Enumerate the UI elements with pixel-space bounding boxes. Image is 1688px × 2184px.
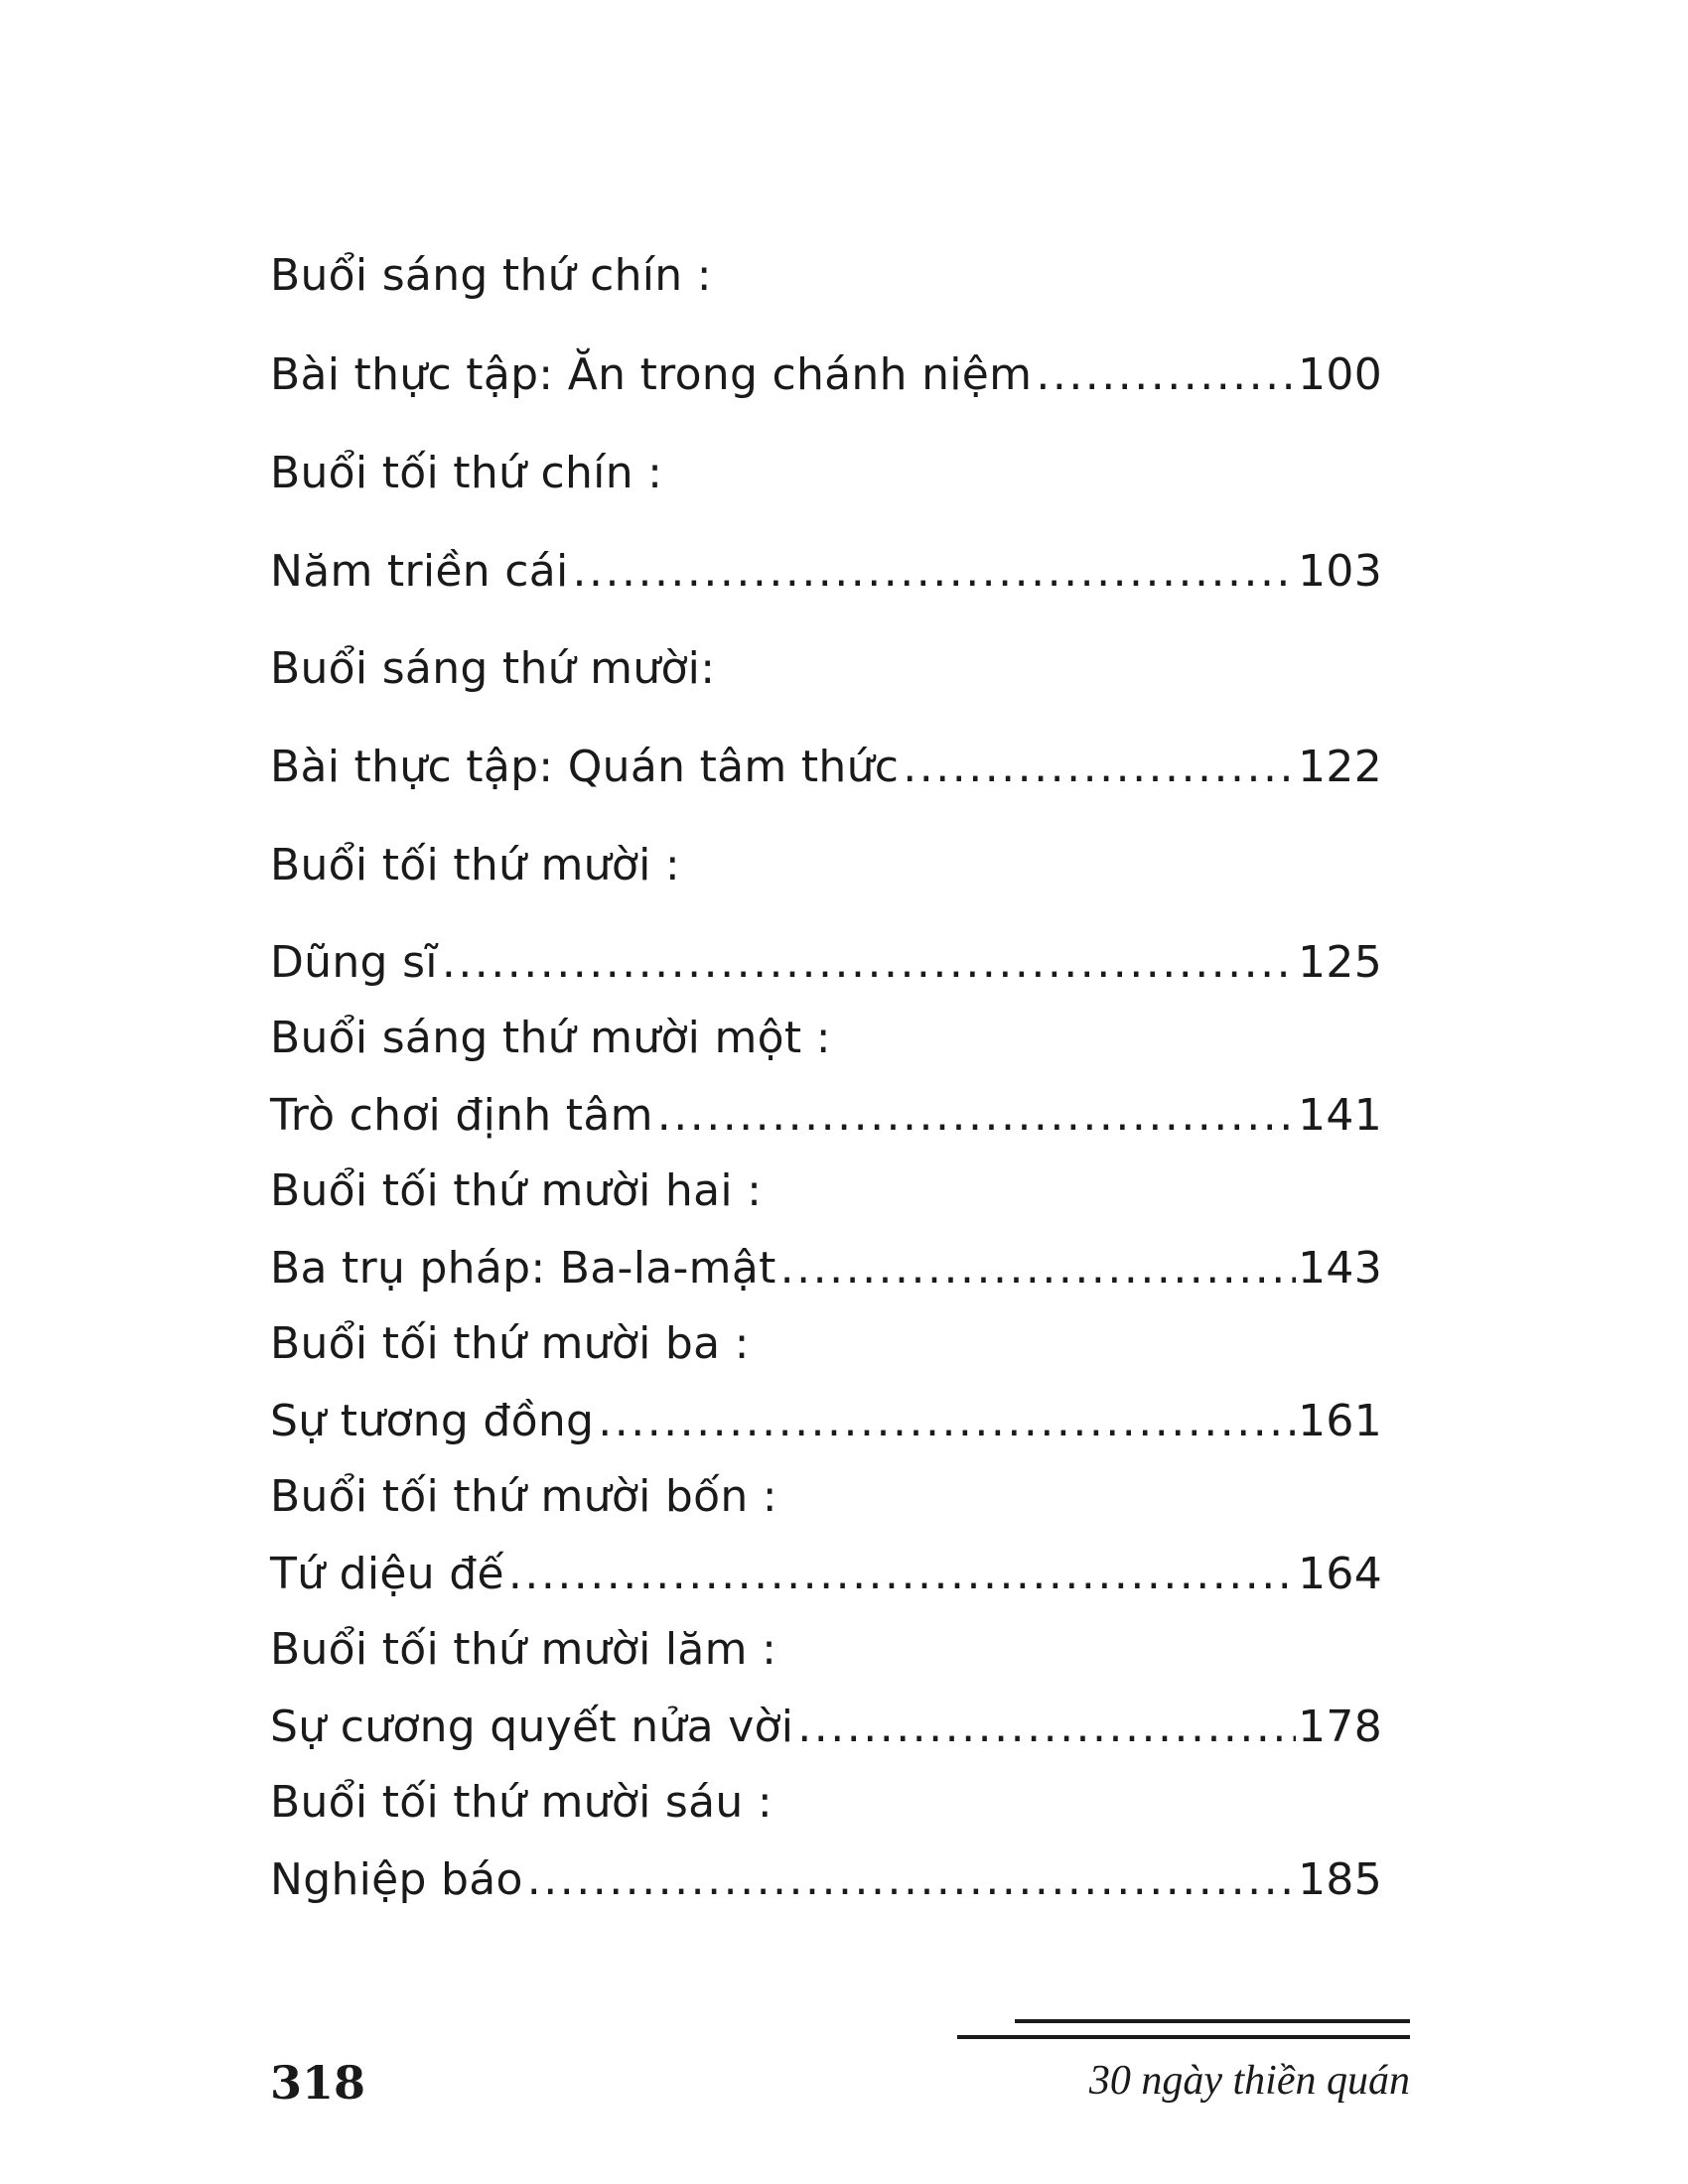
toc-entry[interactable]	[270, 345, 1382, 405]
toc-entry-title: Ba trụ pháp: Ba-la-mật	[270, 1243, 776, 1294]
toc-heading	[270, 1314, 1382, 1374]
toc-entry-page: 100	[1298, 349, 1382, 400]
toc-heading	[270, 1620, 1382, 1680]
toc-heading-text: Buổi sáng thứ mười:	[270, 643, 716, 694]
toc-entry-title: Sự cương quyết nửa vời	[270, 1702, 794, 1752]
toc-entry-page: 161	[1298, 1396, 1382, 1446]
dot-leader	[903, 738, 1296, 797]
toc-heading-text: Buổi sáng thứ mười một :	[270, 1013, 831, 1063]
toc-entry[interactable]	[270, 1392, 1382, 1451]
running-footer-book-title: 30 ngày thiền quán	[1088, 2058, 1410, 2104]
dot-leader	[508, 1545, 1296, 1604]
toc-entry-title: Năm triền cái	[270, 546, 569, 597]
toc-entry-title: Bài thực tập: Ăn trong chánh niệm	[270, 349, 1033, 400]
toc-heading-text: Buổi tối thứ mười :	[270, 840, 681, 890]
toc-entry[interactable]	[270, 933, 1382, 993]
toc-entry[interactable]	[270, 1086, 1382, 1146]
toc-entry[interactable]	[270, 1698, 1382, 1757]
dot-leader	[780, 1239, 1296, 1298]
toc-entry-page: 185	[1298, 1854, 1382, 1905]
toc-heading	[270, 1467, 1382, 1527]
footer-rule-bottom	[957, 2035, 1410, 2039]
toc-entry-page: 141	[1298, 1090, 1382, 1141]
toc-heading	[270, 444, 1382, 503]
toc-entry-page: 164	[1298, 1549, 1382, 1599]
toc-entry-title: Tứ diệu đế	[270, 1549, 504, 1599]
toc-heading	[270, 639, 1382, 699]
toc-entry[interactable]	[270, 1545, 1382, 1604]
toc-entry-page: 178	[1298, 1702, 1382, 1752]
footer-rule-top	[1015, 2019, 1410, 2023]
toc-entry-title: Trò chơi định tâm	[270, 1090, 653, 1141]
toc-entry[interactable]	[270, 738, 1382, 797]
toc-heading	[270, 246, 1382, 306]
toc-entry-title: Sự tương đồng	[270, 1396, 595, 1446]
toc-entry[interactable]	[270, 1239, 1382, 1298]
toc-heading-text: Buổi tối thứ mười sáu :	[270, 1777, 773, 1828]
dot-leader	[1036, 345, 1296, 405]
toc-heading	[270, 1161, 1382, 1221]
toc-heading-text: Buổi tối thứ mười bốn :	[270, 1471, 777, 1522]
toc-heading	[270, 836, 1382, 895]
dot-leader	[657, 1086, 1296, 1146]
toc-entry-page: 103	[1298, 546, 1382, 597]
toc-heading-text: Buổi sáng thứ chín :	[270, 250, 712, 301]
toc-entry[interactable]	[270, 542, 1382, 602]
toc-heading-text: Buổi tối thứ mười lăm :	[270, 1624, 777, 1675]
dot-leader	[442, 933, 1296, 993]
dot-leader	[797, 1698, 1296, 1757]
dot-leader	[527, 1850, 1296, 1910]
toc-heading	[270, 1009, 1382, 1068]
toc-heading	[270, 1773, 1382, 1833]
toc-entry-page: 125	[1298, 937, 1382, 988]
toc-heading-text: Buổi tối thứ mười hai :	[270, 1165, 763, 1216]
toc-heading-text: Buổi tối thứ chín :	[270, 448, 663, 498]
toc-heading-text: Buổi tối thứ mười ba :	[270, 1318, 750, 1369]
dot-leader	[573, 542, 1297, 602]
toc-entry-page: 122	[1298, 742, 1382, 792]
toc-entry-title: Nghiệp báo	[270, 1854, 523, 1905]
toc-entry-title: Bài thực tập: Quán tâm thức	[270, 742, 900, 792]
dot-leader	[598, 1392, 1296, 1451]
toc-entry-page: 143	[1298, 1243, 1382, 1294]
toc-entry-title: Dũng sĩ	[270, 937, 438, 988]
toc-entry[interactable]	[270, 1850, 1382, 1910]
page-number: 318	[270, 2056, 366, 2110]
